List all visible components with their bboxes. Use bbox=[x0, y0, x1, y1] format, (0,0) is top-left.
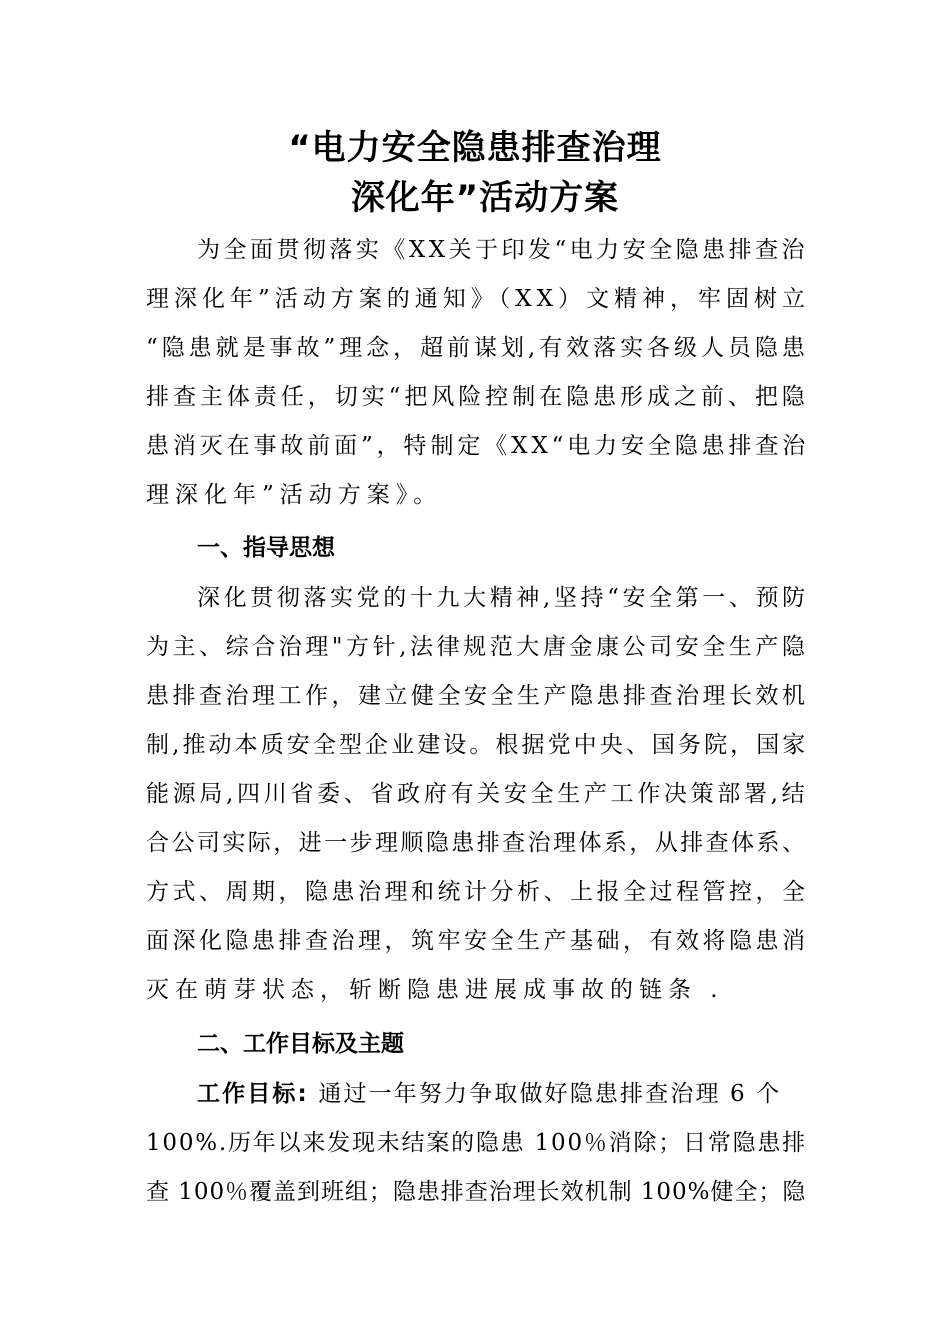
intro-line-3: “隐患就是事故”理念，超前谋划,有效落实各级人员隐患 bbox=[146, 335, 809, 361]
section1-line-8: 面深化隐患排查治理，筑牢安全生产基础，有效将隐患消 bbox=[146, 928, 809, 954]
section-heading-goals-and-theme: 二、工作目标及主题 bbox=[197, 1031, 404, 1057]
section1-line-3: 患排查治理工作，建立健全安全生产隐患排查治理长效机 bbox=[146, 683, 809, 709]
intro-line-4: 排查主体责任，切实“把风险控制在隐患形成之前、把隐 bbox=[146, 384, 809, 410]
section1-line-2: 为主、综合治理"方针,法律规范大唐金康公司安全生产隐 bbox=[146, 634, 809, 660]
section1-line-6: 合公司实际，进一步理顺隐患排查治理体系，从排查体系、 bbox=[146, 830, 808, 856]
section1-line-5: 能源局,四川省委、省政府有关安全生产工作决策部署,结 bbox=[146, 781, 809, 807]
document-title-line-1: “电力安全隐患排查治理 bbox=[288, 128, 662, 168]
intro-line-5: 患消灭在事故前面”，特制定《XX“电力安全隐患排查治 bbox=[146, 433, 810, 459]
goal-label: 工作目标: bbox=[197, 1081, 309, 1107]
intro-line-6: 理深化年”活动方案》。 bbox=[146, 482, 443, 508]
goal-line-1-text: 通过一年努力争取做好隐患排查治理 6 个 bbox=[318, 1081, 782, 1107]
section-heading-guiding-ideology: 一、指导思想 bbox=[197, 535, 335, 561]
section1-line-9: 灭在萌芽状态，斩断隐患进展成事故的链条 . bbox=[146, 977, 724, 1003]
document-title-line-2: 深化年”活动方案 bbox=[350, 178, 620, 218]
section1-line-1: 深化贯彻落实党的十九大精神,坚持“安全第一、预防 bbox=[197, 585, 809, 611]
intro-line-2: 理深化年”活动方案的通知》（XX）文精神，牢固树立 bbox=[146, 286, 811, 312]
section1-line-4: 制,推动本质安全型企业建设。根据党中央、国务院，国家 bbox=[146, 732, 809, 758]
goal-line-3: 查 100％覆盖到班组；隐患排查治理长效机制 100%健全；隐 bbox=[146, 1179, 807, 1205]
intro-line-1: 为全面贯彻落实《XX关于印发“电力安全隐患排查治 bbox=[197, 237, 809, 263]
section1-line-7: 方式、周期，隐患治理和统计分析、上报全过程管控，全 bbox=[146, 879, 809, 905]
goal-line-2: 100%.历年以来发现未结案的隐患 100％消除；日常隐患排 bbox=[146, 1130, 807, 1156]
goal-line-1 bbox=[197, 1078, 781, 1110]
